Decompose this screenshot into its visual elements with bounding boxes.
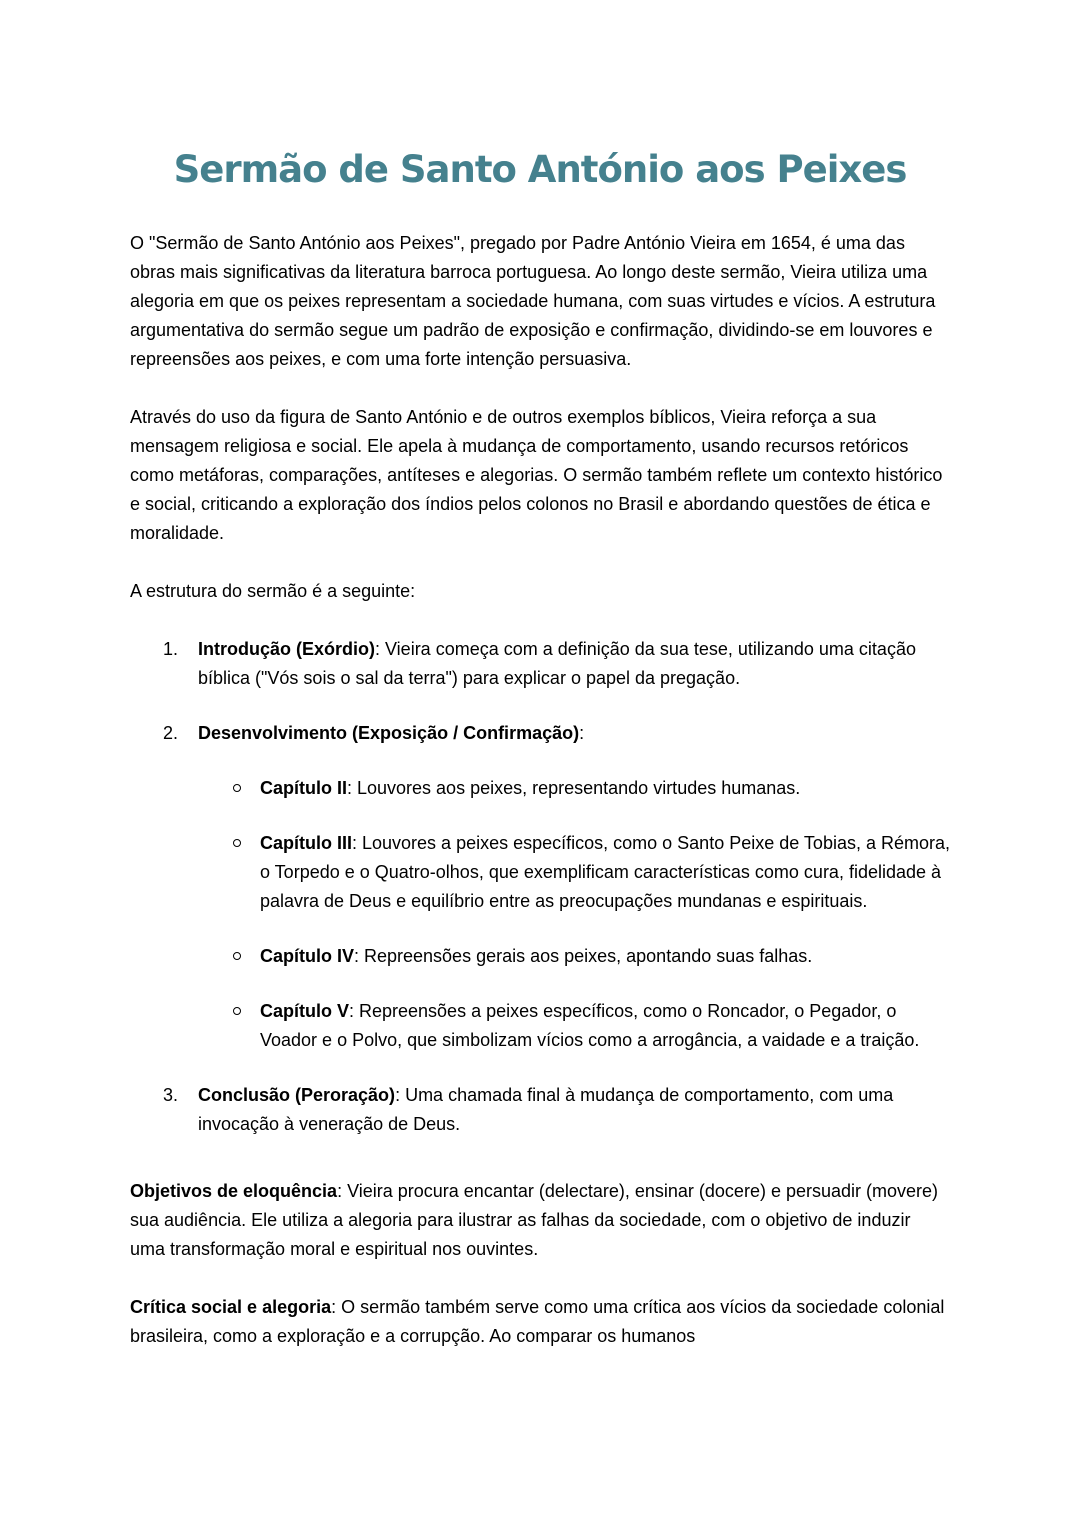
sub-item-lead: Capítulo IV <box>260 946 354 966</box>
paragraph-lead: Objetivos de eloquência <box>130 1181 338 1201</box>
sub-item-body <box>260 829 950 916</box>
list-item-conclusao <box>130 1081 950 1139</box>
list-item-lead: Desenvolvimento (Exposição / Confirmação) <box>198 723 580 743</box>
list-item-text: : Uma chamada final à mudança de comportamento, com uma invocação à veneração de Deus. <box>198 1085 894 1134</box>
list-item-body <box>198 719 950 1055</box>
list-item-number: 2. <box>163 723 179 743</box>
sub-item-capitulo-ii <box>233 774 950 803</box>
list-item-number: 3. <box>163 1085 179 1105</box>
intro-paragraph-1: O "Sermão de Santo António aos Peixes", pregado por Padre António Vieira em 1654, é uma das obras mais significativas da literatura barroca portuguesa. Ao longo deste sermão, Vieira utiliza uma alegoria em que os peixes representam a sociedade humana, com suas virtudes e vícios. A estrutura argumentativa do sermão segue um padrão de exposição e confirmação, dividindo-se em louvores e repreensões aos peixes, e com uma forte intenção persuasiva. <box>130 233 936 369</box>
sub-item-lead: Capítulo V <box>260 1001 349 1021</box>
sub-item-body <box>260 997 950 1055</box>
paragraph-text: : Vieira procura encantar (delectare), ensinar (docere) e persuadir (movere) sua audiência. Ele utiliza a alegoria para ilustrar as falhas da sociedade, com o objetivo de induzir uma transformação moral e espiritual nos ouvintes. <box>130 1181 939 1259</box>
document-title: Sermão de Santo António aos Peixes <box>173 148 907 191</box>
list-item-text: : <box>579 723 585 743</box>
list-item-text: : Vieira começa com a definição da sua tese, utilizando uma citação bíblica ("Vós sois o sal da terra") para explicar o papel da pregação. <box>198 639 916 688</box>
intro-paragraph-2: Através do uso da figura de Santo António e de outros exemplos bíblicos, Vieira reforça a sua mensagem religiosa e social. Ele apela à mudança de comportamento, usando recursos retóricos como metáforas, comparações, antíteses e alegorias. O sermão também reflete um contexto histórico e social, criticando a exploração dos índios pelos colonos no Brasil e abordando questões de ética e moralidade. <box>130 407 943 543</box>
sub-item-capitulo-v <box>233 997 950 1055</box>
list-item-lead: Introdução (Exórdio) <box>198 639 375 659</box>
list-item-number: 1. <box>163 639 179 659</box>
sub-item-body <box>260 774 950 803</box>
paragraph-text: : O sermão também serve como uma crítica aos vícios da sociedade colonial brasileira, como a exploração e a corrupção. Ao comparar os humanos <box>130 1297 945 1346</box>
hollow-circle-bullet-icon <box>233 829 260 916</box>
list-item-lead: Conclusão (Peroração) <box>198 1085 396 1105</box>
chapters-sub-list <box>198 774 950 1055</box>
hollow-circle-bullet-icon <box>233 774 260 803</box>
hollow-circle-bullet-icon <box>233 942 260 971</box>
sub-item-lead: Capítulo III <box>260 833 352 853</box>
list-item-introducao <box>130 635 950 693</box>
sub-item-text: : Repreensões gerais aos peixes, apontando suas falhas. <box>354 946 813 966</box>
paragraph-critica-social <box>130 1293 950 1351</box>
sub-item-text: : Repreensões a peixes específicos, como o Roncador, o Pegador, o Voador e o Polvo, que simbolizam vícios como a arrogância, a vaidade e a traição. <box>260 1001 920 1050</box>
sub-item-text: : Louvores a peixes específicos, como o Santo Peixe de Tobias, a Rémora, o Torpedo e o Quatro-olhos, que exemplificam características como cura, fidelidade à palavra de Deus e equilíbrio entre as preocupações mundanas e espirituais. <box>260 833 950 911</box>
sub-item-body <box>260 942 950 971</box>
sub-item-lead: Capítulo II <box>260 778 347 798</box>
hollow-circle-bullet-icon <box>233 997 260 1055</box>
paragraph-lead: Crítica social e alegoria <box>130 1297 332 1317</box>
sub-item-capitulo-iii <box>233 829 950 916</box>
structure-intro-line: A estrutura do sermão é a seguinte: <box>130 581 416 601</box>
structure-numbered-list <box>130 635 950 1139</box>
paragraph-objetivos-eloquencia <box>130 1177 950 1264</box>
sub-item-capitulo-iv <box>233 942 950 971</box>
list-item-body <box>198 635 950 693</box>
list-item-desenvolvimento <box>130 719 950 1055</box>
list-item-body <box>198 1081 950 1139</box>
sub-item-text: : Louvores aos peixes, representando virtudes humanas. <box>347 778 801 798</box>
